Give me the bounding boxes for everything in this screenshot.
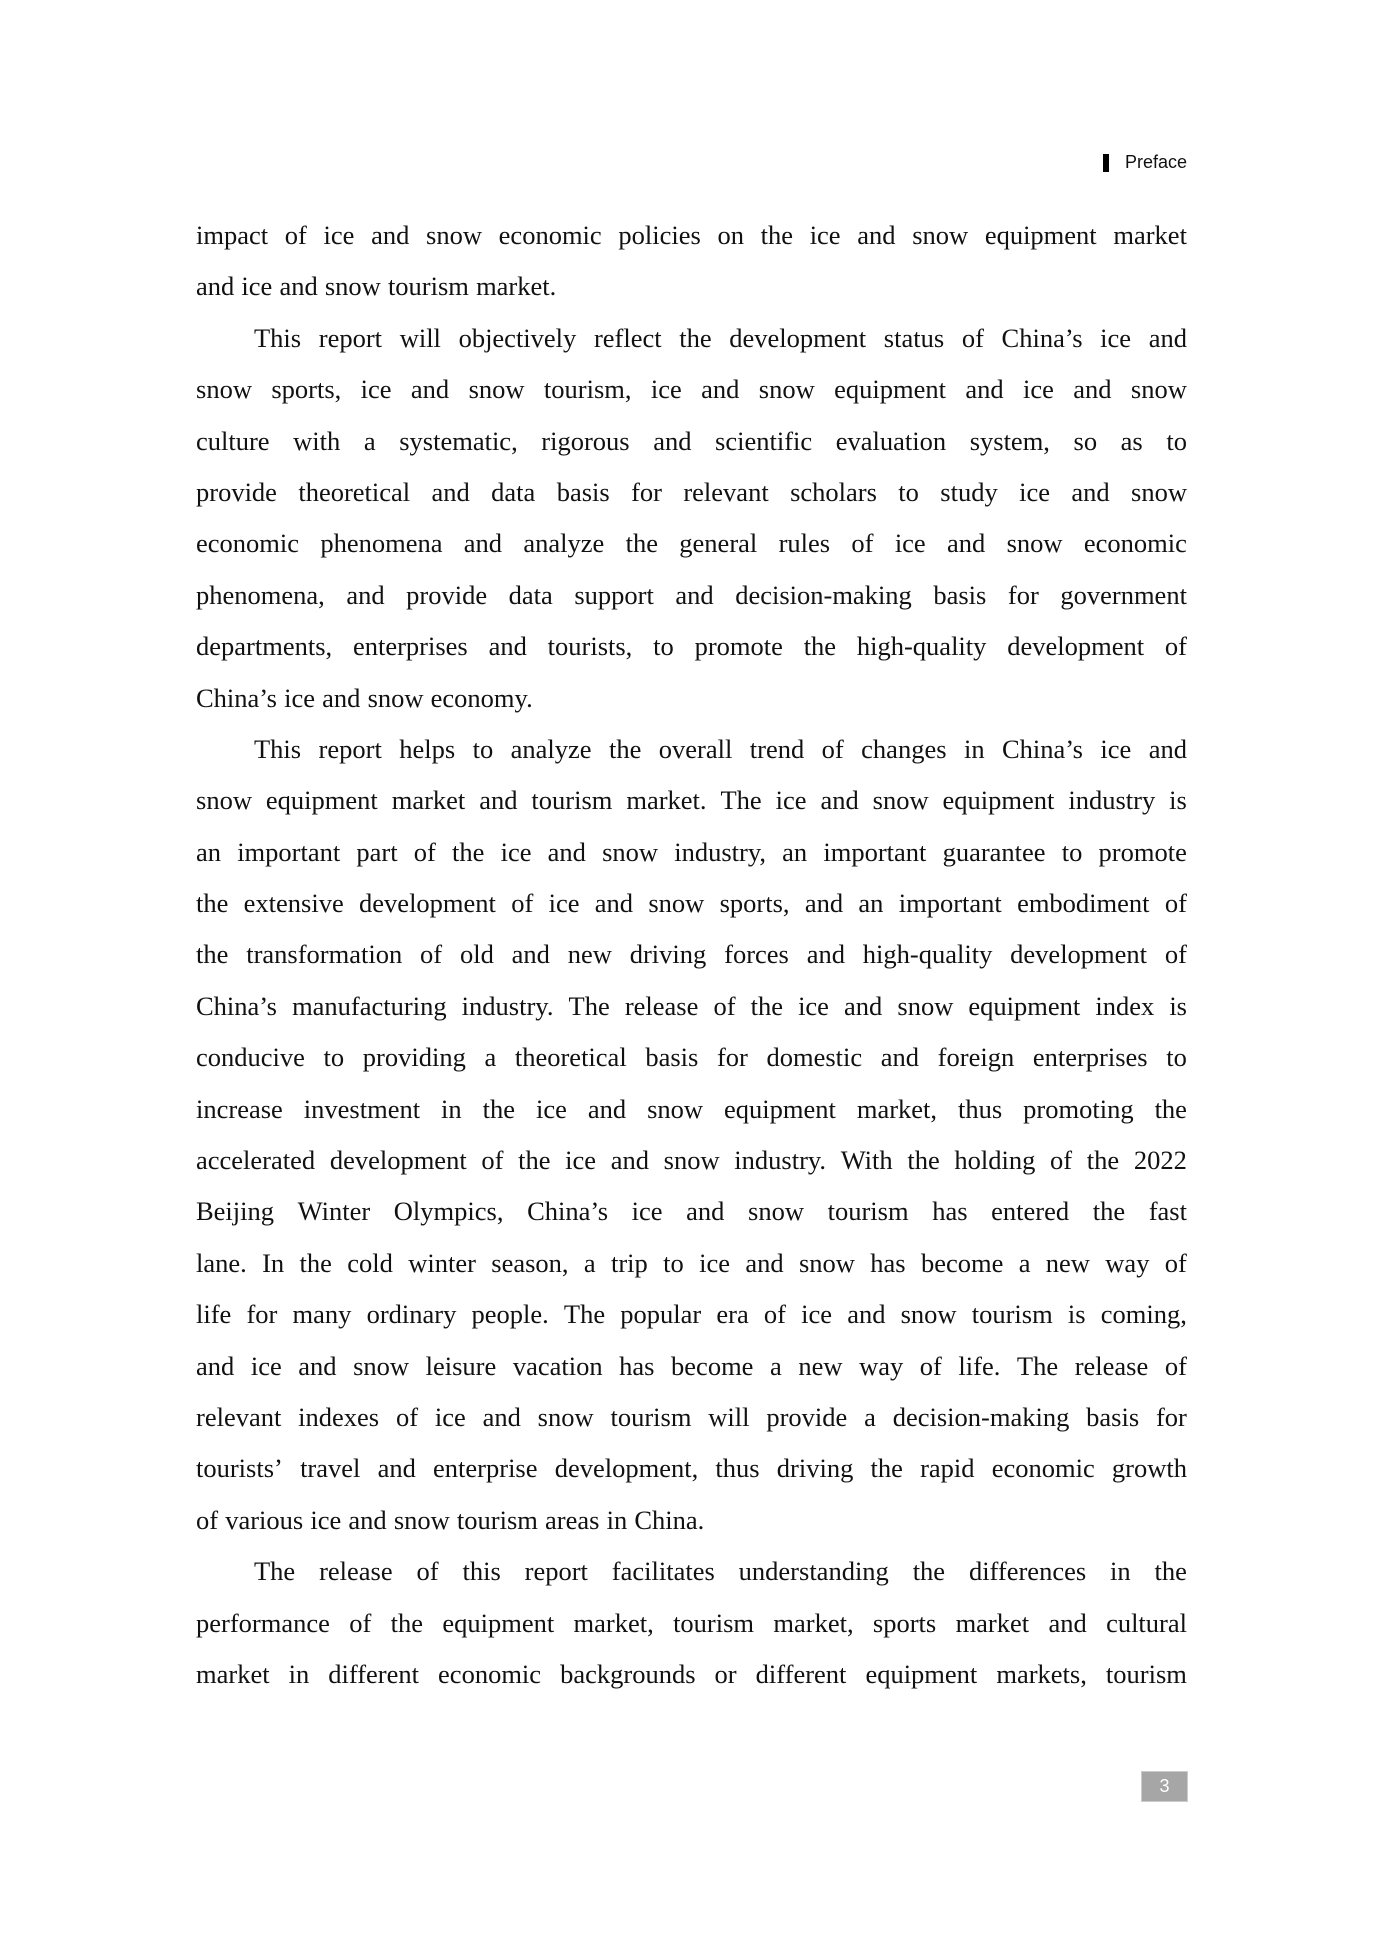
text-line: lane. In the cold winter season, a trip to ice and snow has become a new way of (196, 1247, 1187, 1278)
text-line: culture with a systematic, rigorous and scientific evaluation system, so as to (196, 425, 1187, 456)
text-line: market in different economic backgrounds or different equipment markets, tourism (196, 1658, 1187, 1689)
text-line: This report will objectively reflect the development status of China’s ice and (254, 322, 1187, 353)
text-line: increase investment in the ice and snow equipment market, thus promoting the (196, 1093, 1187, 1124)
text-line: economic phenomena and analyze the general rules of ice and snow economic (196, 528, 1187, 559)
text-line: provide theoretical and data basis for relevant scholars to study ice and snow (196, 476, 1187, 507)
text-line: an important part of the ice and snow industry, an important guarantee to promote (196, 836, 1187, 867)
paragraph (196, 1546, 1187, 1700)
text-line: relevant indexes of ice and snow tourism will provide a decision-making basis for (196, 1401, 1187, 1432)
text-line: This report helps to analyze the overall trend of changes in China’s ice and (254, 733, 1187, 764)
text-line: and ice and snow tourism market. (196, 271, 557, 302)
text-line: life for many ordinary people. The popular era of ice and snow tourism is coming, (196, 1299, 1187, 1330)
text-line: impact of ice and snow economic policies on the ice and snow equipment market (196, 220, 1187, 250)
paragraph (196, 724, 1187, 1546)
text-line: phenomena, and provide data support and decision-making basis for government (196, 579, 1187, 610)
running-header (1103, 152, 1187, 173)
text-line: conducive to providing a theoretical basis for domestic and foreign enterprises to (196, 1042, 1187, 1073)
body-text (196, 210, 1187, 1700)
text-line: the transformation of old and new driving forces and high-quality development of (196, 939, 1187, 970)
text-line: snow equipment market and tourism market. The ice and snow equipment industry is (196, 785, 1187, 816)
text-line: China’s manufacturing industry. The release of the ice and snow equipment index is (196, 990, 1187, 1021)
text-line: performance of the equipment market, tourism market, sports market and cultural (196, 1607, 1187, 1638)
text-line: Beijing Winter Olympics, China’s ice and snow tourism has entered the fast (196, 1196, 1187, 1227)
paragraph (196, 313, 1187, 724)
text-line: snow sports, ice and snow tourism, ice and snow equipment and ice and snow (196, 374, 1187, 405)
text-line: the extensive development of ice and snow sports, and an important embodiment of (196, 888, 1187, 919)
text-line: departments, enterprises and tourists, to promote the high-quality development of (196, 631, 1187, 662)
text-line: accelerated development of the ice and snow industry. With the holding of the 2022 (196, 1145, 1187, 1176)
text-line: tourists’ travel and enterprise development, thus driving the rapid economic growth (196, 1453, 1187, 1484)
paragraph (196, 210, 1187, 313)
header-marker-bar (1103, 154, 1109, 172)
header-title: Preface (1124, 152, 1187, 172)
text-line: China’s ice and snow economy. (196, 682, 533, 713)
text-line: and ice and snow leisure vacation has become a new way of life. The release of (196, 1350, 1187, 1381)
text-line: The release of this report facilitates understanding the differences in the (254, 1556, 1187, 1587)
text-line: of various ice and snow tourism areas in China. (196, 1504, 705, 1535)
page-number: 3 (1141, 1771, 1188, 1802)
